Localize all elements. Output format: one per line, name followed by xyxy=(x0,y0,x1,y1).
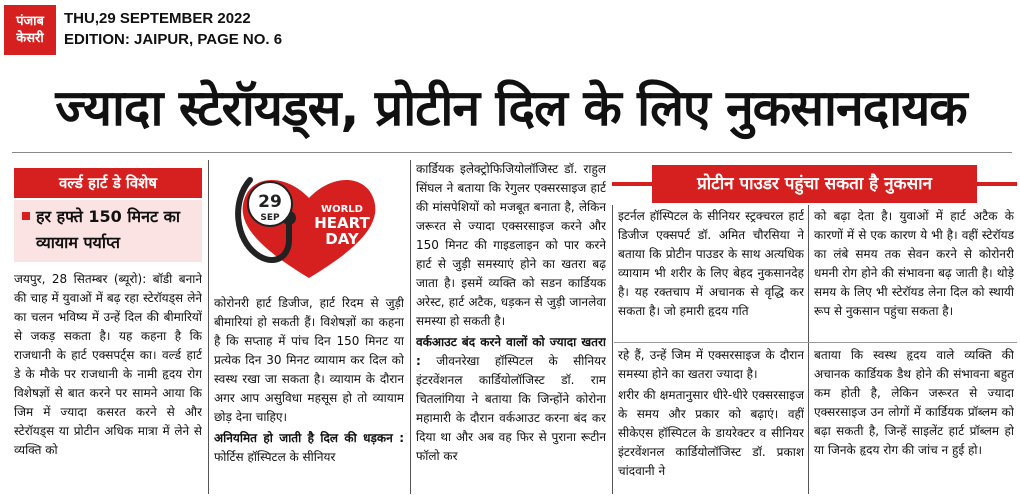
world-heart-day-image xyxy=(214,160,404,292)
edition-info xyxy=(64,8,282,50)
logo-line-1: पंजाब xyxy=(16,14,44,29)
column-4-paragraph-1: इटर्नल हॉस्पिटल के सीनियर स्ट्रक्चरल हार्ट डिजीज एक्सपर्ट डॉ. अमित चौरसिया ने बताया कि प्रोटीन पाउडर के साथ अत्यधिक व्यायाम भी शरीर के लिए बेहद नुकसानदेह है। यह रक्तचाप में अचानक से वृद्धि कर सकता है। जो हमारी हृदय गति xyxy=(618,209,804,318)
column-2-paragraph-2-text: फोर्टिस हॉस्पिटल के सीनियर xyxy=(214,450,336,464)
date-number: 29 xyxy=(258,192,282,212)
column-5-paragraph-2: बताया कि स्वस्थ हृदय वाले व्यक्ति की अचानक कार्डियक डैथ होने की संभावना बहुत कम होती है, लेकिन जरूरत से ज्यादा एक्सरसाइज उन लोगों में कार्डियक प्रॉब्लम को बढ़ा सकती है, जिन्हें साइलेंट हार्ट प्रॉब्लम हो या जिनके हृदय रोग की जांच न हुई हो। xyxy=(814,348,1014,457)
headline-divider xyxy=(12,152,1012,153)
section-label: वर्ल्ड हार्ट डे विशेष xyxy=(14,168,202,198)
column-divider xyxy=(612,205,613,494)
world-label: WORLD xyxy=(321,204,363,215)
column-3-paragraph-1: कार्डियक इलेक्ट्रोफिजियोलॉजिस्ट डॉ. राहुल सिंघल ने बताया कि रेगुलर एक्सरसाइज हार्ट की मांसपेशियों को मजबूत बनाता है, लेकिन जरूरत से ज्यादा एक्सरसाइज करने और 150 मिनट की गाइडलाइन को पार करने हार्ट से जुड़ी समस्याएं होने का खतरा बढ़ जाता है। इसमें व्यक्ति को सडन कार्डियक अरेस्ट, हार्ट अटैक, धड़कन से जुड़ी जानलेवा समस्या हो सकती है। xyxy=(416,162,606,328)
bullet-square-icon xyxy=(22,212,30,220)
logo-line-2: केसरी xyxy=(16,31,44,46)
column-3-paragraph-2-text: जीवनरेखा हॉस्पिटल के सीनियर इंटरवेंशनल कार्डियोलॉजिस्ट डॉ. राम चितलांगिया ने बताया कि जिन्होंने कोरोना महामारी के दौरान वर्कआउट करना बंद कर दिया था और अब वह फिर से पुराना रूटीन फॉलो कर xyxy=(416,354,606,463)
highlight-text: हर हफ्ते 150 मिनट का व्यायाम पर्याप्त xyxy=(36,207,181,252)
column-1-paragraph: जयपुर, 28 सितम्बर (ब्यूरो): बॉडी बनाने की चाह में युवाओं में बढ़ रहा स्टेरॉयड्स लेने का चलन भविष्य में उन्हें दिल की बीमारियों से जकड़ सकता है। यह कहना है कि राजधानी के हार्ट एक्सपर्ट्स का। वर्ल्ड हार्ट डे के मौके पर राजधानी के नामी हृदय रोग विशेषज्ञों से बात करने पर सामने आया कि जिम में ज्यादा कसरत करने से और स्टेरॉयड्स या प्रोटीन अधिक मात्रा में लेने से व्यक्ति को xyxy=(14,272,202,457)
subheading-text: प्रोटीन पाउडर पहुंचा सकता है नुकसान xyxy=(652,165,977,203)
article-column-1 xyxy=(14,270,202,496)
column-2-paragraph-1: कोरोनरी हार्ट डिजीज, हार्ट रिदम से जुड़ी बीमारियां हो सकती हैं। विशेषज्ञों का कहना है कि सप्ताह में पांच दिन 150 मिनट या प्रत्येक दिन 30 मिनट व्यायाम कर दिल को स्वस्थ रखा जा सकता है। व्यायाम के दौरान अगर आप असुविधा महसूस हो तो व्यायाम छोड़ देना चाहिए। xyxy=(214,296,404,424)
section-divider xyxy=(614,342,1017,343)
column-divider xyxy=(808,205,809,494)
column-3-paragraph-2 xyxy=(416,333,606,466)
edition-line: EDITION: JAIPUR, PAGE NO. 6 xyxy=(64,31,283,48)
column-4-paragraph-2: रहे हैं, उन्हें जिम में एक्सरसाइज के दौरान समस्या होने का खतरा ज्यादा है। xyxy=(618,348,804,381)
article-column-5-lower xyxy=(814,346,1014,496)
heart-label: HEART xyxy=(314,214,370,232)
column-2-paragraph-2 xyxy=(214,429,404,467)
column-3-subhead: वर्कआउट बंद करने वालों को ज्यादा खतरा : xyxy=(416,335,606,368)
highlight-box xyxy=(14,200,202,262)
article-column-5 xyxy=(814,207,1014,340)
article-column-3 xyxy=(416,160,606,496)
heart-day-graphic xyxy=(214,160,404,292)
day-label: DAY xyxy=(325,230,359,248)
newspaper-logo xyxy=(4,5,56,55)
article-headline: ज्यादा स्टेरॉयड्स, प्रोटीन दिल के लिए नुकसानदायक xyxy=(55,79,967,137)
date-month: SEP xyxy=(260,213,280,223)
article-column-4-lower xyxy=(618,346,804,496)
column-divider xyxy=(208,160,209,494)
column-4-paragraph-3: शरीर की क्षमतानुसार धीरे-धीरे एक्सरसाइज के समय और प्रकार को बढ़ाएं। वहीं सीकेएस हॉस्पिटल के डायरेक्टर व सीनियर इंटरवेंशनल कार्डियोलॉजिस्ट डॉ. प्रकाश चांदवानी ने xyxy=(618,388,804,478)
article-column-2 xyxy=(214,294,404,496)
date-line: THU,29 SEPTEMBER 2022 xyxy=(64,10,251,27)
subheading-banner xyxy=(612,165,1017,203)
column-2-subhead: अनियमित हो जाती है दिल की धड़कन : xyxy=(214,431,404,445)
column-divider xyxy=(410,160,411,494)
article-column-4 xyxy=(618,207,804,340)
column-5-paragraph-1: को बढ़ा देता है। युवाओं में हार्ट अटैक के कारणों में से एक कारण ये भी है। वहीं स्टेरॉयड का लंबे समय तक सेवन करने से कोरोनरी धमनी रोग होने की संभावना बढ़ जाती है। थोड़े समय के लिए भी स्टेरॉयड लेना दिल को स्थायी रूप से नुकसान पहुंचा सकता है। xyxy=(814,209,1014,318)
